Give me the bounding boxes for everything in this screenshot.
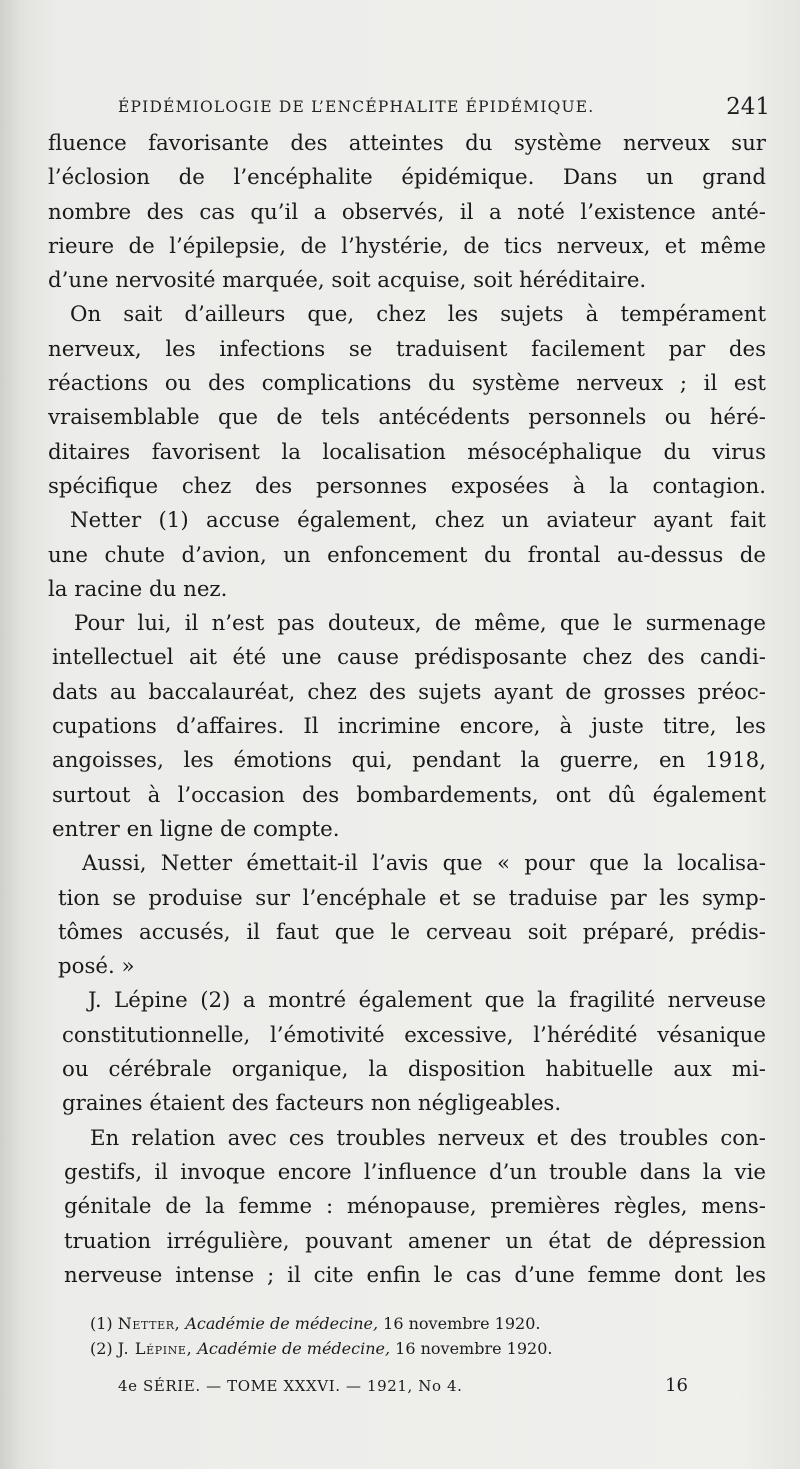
signature-number: 16 — [665, 1375, 688, 1396]
text-line: nerveuse intense ; il cite enfin le cas d’une femme dont les — [64, 1262, 766, 1288]
printer-signature — [118, 1375, 688, 1401]
text-line: Aussi, Netter émettait-il l’avis que « pour que la localisa- — [82, 851, 766, 877]
footnote-author: Netter, — [117, 1314, 181, 1333]
text-line: tômes accusés, il faut que le cerveau soit préparé, prédis- — [58, 919, 766, 945]
text-line: une chute d’avion, un enfoncement du frontal au-dessus de — [48, 542, 766, 568]
footnote-marker: (2) — [90, 1339, 113, 1358]
text-line: posé. » — [58, 954, 135, 980]
footnote-author: J. Lépine, — [117, 1339, 193, 1358]
text-line: cupations d’affaires. Il incrimine encore, à juste titre, les — [52, 714, 766, 740]
footnote — [90, 1311, 670, 1336]
running-title: ÉPIDÉMIOLOGIE DE L’ENCÉPHALITE ÉPIDÉMIQUE. — [118, 98, 595, 116]
text-line: fluence favorisante des atteintes du système nerveux sur — [48, 131, 766, 156]
footnote — [90, 1336, 670, 1361]
text-line: intellectuel ait été une cause prédisposante chez des candi- — [52, 645, 766, 671]
footnotes — [90, 1311, 670, 1361]
text-line: rieure de l’épilepsie, de l’hystérie, de tics nerveux, et même — [48, 233, 766, 259]
text-line: dats au baccalauréat, chez des sujets ayant de grosses préoc- — [52, 679, 766, 705]
footnote-date: 16 novembre 1920. — [395, 1339, 553, 1358]
text-line: Pour lui, il n’est pas douteux, de même, que le surmenage — [74, 611, 766, 637]
running-head — [118, 94, 770, 124]
text-line: vraisemblable que de tels antécédents personnels ou héré- — [48, 405, 766, 431]
text-line: ou cérébrale organique, la disposition habituelle aux mi- — [62, 1057, 766, 1083]
text-line: constitutionnelle, l’émotivité excessive, l’hérédité vésanique — [62, 1022, 766, 1048]
text-line: truation irrégulière, pouvant amener un état de dépression — [64, 1228, 766, 1254]
footnote-journal: Académie de médecine, — [185, 1314, 379, 1333]
text-line: génitale de la femme : ménopause, premières règles, mens- — [64, 1194, 766, 1220]
text-line: graines étaient des facteurs non négligeables. — [62, 1091, 562, 1117]
text-line: l’éclosion de l’encéphalite épidémique. Dans un grand — [48, 165, 766, 191]
text-line: gestifs, il invoque encore l’influence d’un trouble dans la vie — [64, 1159, 766, 1185]
text-line: On sait d’ailleurs que, chez les sujets à tempérament — [70, 302, 766, 328]
text-line: tion se produise sur l’encéphale et se traduise par les symp- — [58, 885, 766, 911]
body-text — [48, 127, 766, 1293]
text-line: nerveux, les infections se traduisent facilement par des — [48, 336, 766, 362]
footnote-marker: (1) — [90, 1314, 113, 1333]
signature-text: 4e SÉRIE. — TOME XXXVI. — 1921, No 4. — [118, 1377, 463, 1395]
text-line: En relation avec ces troubles nerveux et des troubles con- — [90, 1125, 766, 1151]
text-line: angoisses, les émotions qui, pendant la guerre, en 1918, — [52, 748, 766, 774]
text-line: Netter (1) accuse également, chez un aviateur ayant fait — [70, 508, 766, 534]
text-line: ditaires favorisent la localisation mésocéphalique du virus — [48, 439, 766, 465]
page-number: 241 — [726, 94, 770, 120]
text-line: d’une nervosité marquée, soit acquise, soit héréditaire. — [48, 268, 647, 294]
text-line: spécifique chez des personnes exposées à la contagion. — [48, 473, 766, 499]
text-line: entrer en ligne de compte. — [52, 816, 340, 842]
text-line: J. Lépine (2) a montré également que la fragilité nerveuse — [88, 988, 766, 1014]
text-line: surtout à l’occasion des bombardements, ont dû également — [52, 782, 766, 808]
footnote-journal: Académie de médecine, — [197, 1339, 391, 1358]
text-line: réactions ou des complications du système nerveux ; il est — [48, 371, 766, 397]
text-line: nombre des cas qu’il a observés, il a noté l’existence anté- — [48, 199, 766, 225]
text-line: la racine du nez. — [48, 576, 228, 602]
footnote-date: 16 novembre 1920. — [383, 1314, 541, 1333]
